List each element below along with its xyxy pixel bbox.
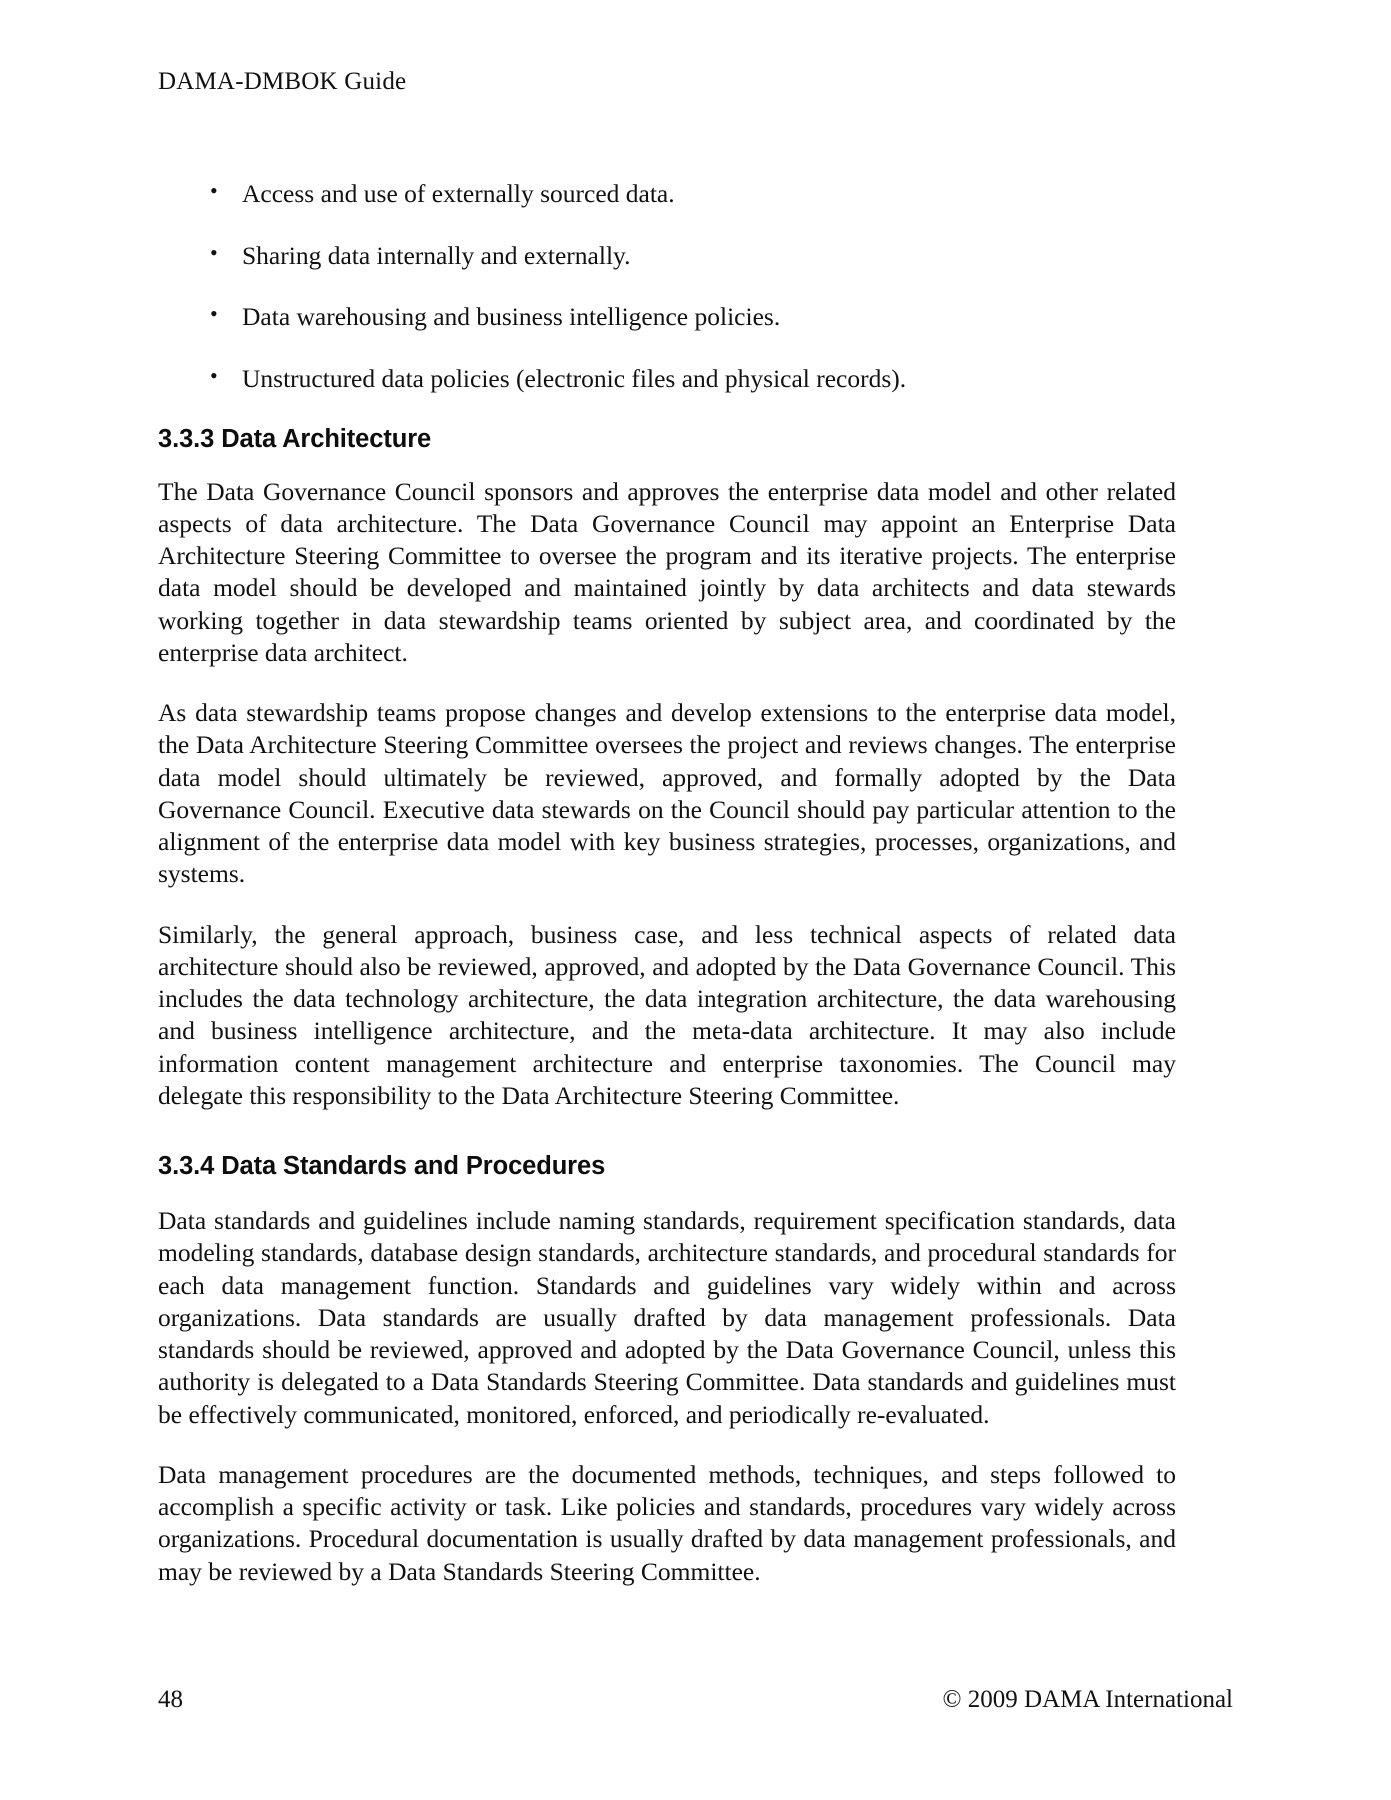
paragraph: Data standards and guidelines include naming standards, requirement specification standards, data modeling standards, database design standards, architecture standards, and procedural standards for each data management function. Standards and guidelines vary widely within and across organizations. Data standards are usually drafted by data management professionals. Data standards should be reviewed, approved and adopted by the Data Governance Council, unless this authority is delegated to a Data Standards Steering Committee. Data standards and guidelines must be effectively communicated, monitored, enforced, and periodically re-evaluated. (158, 1206, 1176, 1429)
list-item (158, 240, 1176, 273)
copyright-notice: © 2009 DAMA International (942, 1686, 1233, 1713)
paragraph: Similarly, the general approach, business case, and less technical aspects of related data architecture should also be reviewed, approved, and adopted by the Data Governance Council. This includes the data technology architecture, the data integration architecture, the data warehousing and business intelligence architecture, and the meta-data architecture. It may also include information content management architecture and enterprise taxonomies. The Council may delegate this responsibility to the Data Architecture Steering Committee. (158, 919, 1176, 1110)
list-item (158, 301, 1176, 334)
policy-bullet-list (158, 178, 1176, 396)
bullet-icon: • (210, 239, 218, 265)
section-heading-3-3-4: 3.3.4 Data Standards and Procedures (158, 1152, 606, 1180)
list-item-text: Access and use of externally sourced data. (242, 179, 675, 208)
bullet-icon: • (210, 178, 218, 203)
bullet-icon: • (210, 301, 218, 327)
running-header: DAMA-DMBOK Guide (158, 68, 407, 95)
list-item (158, 363, 1176, 396)
list-item (158, 178, 1176, 211)
list-item-text: Data warehousing and business intelligence policies. (242, 302, 781, 332)
paragraph: The Data Governance Council sponsors and approves the enterprise data model and other related aspects of data architecture. The Data Governance Council may appoint an Enterprise Data Architecture Steering Committee to oversee the program and its iterative projects. The enterprise data model should be developed and maintained jointly by data architects and data stewards working together in data stewardship teams oriented by subject area, and coordinated by the enterprise data architect. (158, 476, 1176, 667)
bullet-icon: • (210, 362, 218, 388)
list-item-text: Sharing data internally and externally. (242, 240, 631, 270)
list-item-text: Unstructured data policies (electronic files and physical records). (242, 363, 907, 393)
page-content (158, 178, 1176, 1588)
paragraph: Data management procedures are the documented methods, techniques, and steps followed to accomplish a specific activity or task. Like policies and standards, procedures vary widely across organizations. Procedural documentation is usually drafted by data management professionals, and may be reviewed by a Data Standards Steering Committee. (158, 1459, 1176, 1586)
page-number: 48 (158, 1686, 183, 1713)
paragraph: As data stewardship teams propose changes and develop extensions to the enterprise data model, the Data Architecture Steering Committee oversees the project and reviews changes. The enterprise data model should ultimately be reviewed, approved, and formally adopted by the Data Governance Council. Executive data stewards on the Council should pay particular attention to the alignment of the enterprise data model with key business strategies, processes, organizations, and systems. (158, 698, 1176, 889)
page-footer (158, 1686, 1233, 1726)
section-heading-3-3-3: 3.3.3 Data Architecture (158, 424, 432, 453)
